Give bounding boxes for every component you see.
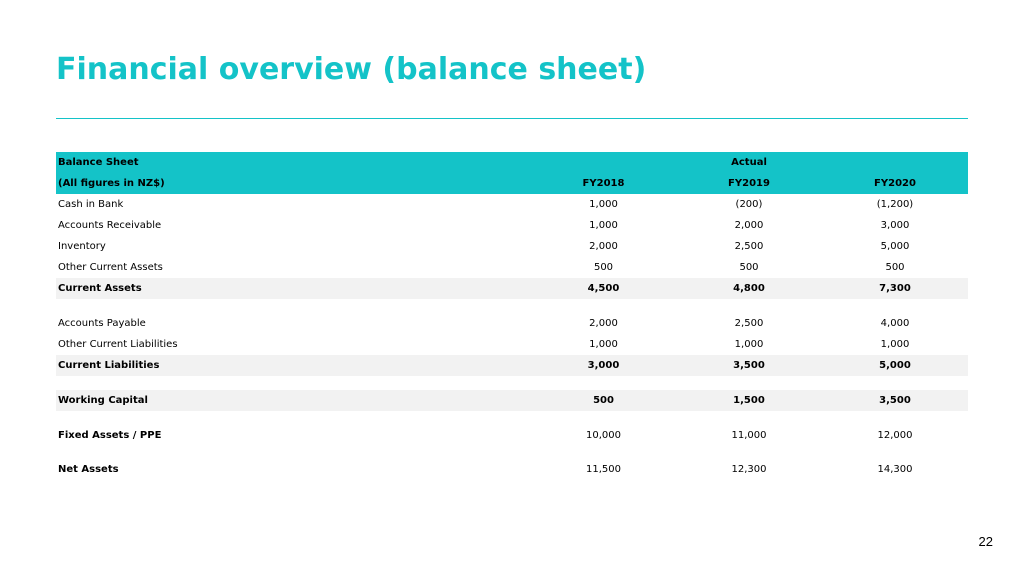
cell-value: 1,000 (589, 339, 618, 350)
table-row-net-assets (56, 459, 968, 480)
row-label: Current Liabilities (56, 355, 531, 376)
row-label: Other Current Assets (58, 262, 163, 273)
cell-value: 1,000 (589, 199, 618, 210)
table-header-row (56, 152, 968, 173)
cell-value: 1,000 (589, 220, 618, 231)
cell-value: 1,500 (676, 390, 822, 411)
header-group-actual: Actual (676, 152, 822, 173)
header-label: Balance Sheet (56, 152, 531, 173)
spacer-row (56, 411, 968, 425)
row-label: Accounts Receivable (58, 220, 162, 231)
cell-value: 500 (531, 390, 676, 411)
cell-value: 4,800 (676, 278, 822, 299)
row-label: Cash in Bank (58, 199, 124, 210)
cell-value: 10,000 (586, 430, 621, 441)
cell-value: 5,000 (880, 241, 910, 252)
page-number: 22 (978, 534, 993, 549)
cell-value: 4,500 (531, 278, 676, 299)
cell-value: 5,000 (822, 355, 968, 376)
spacer-row (56, 446, 968, 459)
cell-value: 4,000 (880, 318, 910, 329)
table-row-fixed-assets (56, 425, 968, 446)
cell-value: 2,500 (734, 241, 764, 252)
table-row (56, 257, 968, 278)
spacer-row (56, 376, 968, 390)
cell-value: 12,000 (877, 430, 913, 441)
column-header-fy2018: FY2018 (531, 173, 676, 194)
cell-value: 3,500 (822, 390, 968, 411)
cell-value: 14,300 (877, 464, 913, 475)
row-label: Accounts Payable (58, 318, 146, 329)
row-label: Fixed Assets / PPE (58, 430, 162, 441)
cell-value: 3,000 (880, 220, 910, 231)
table-row (56, 215, 968, 236)
table-row (56, 194, 968, 215)
page-title: Financial overview (balance sheet) (56, 52, 647, 87)
row-label: Other Current Liabilities (58, 339, 178, 350)
balance-sheet-table (56, 152, 968, 480)
table-row (56, 236, 968, 257)
cell-value: 2,000 (734, 220, 764, 231)
cell-value: 11,500 (586, 464, 621, 475)
subtotal-row-working-capital (56, 390, 968, 411)
cell-value: 500 (885, 262, 905, 273)
spacer-row (56, 299, 968, 313)
cell-value: 1,000 (734, 339, 764, 350)
row-label: Current Assets (56, 278, 531, 299)
column-header-fy2020: FY2020 (822, 173, 968, 194)
cell-value: (200) (735, 199, 763, 210)
cell-value: 3,500 (676, 355, 822, 376)
subheader-label: (All figures in NZ$) (56, 173, 531, 194)
row-label: Working Capital (56, 390, 531, 411)
cell-value: 3,000 (531, 355, 676, 376)
cell-value: 2,000 (589, 241, 618, 252)
row-label: Inventory (58, 241, 106, 252)
cell-value: 2,000 (589, 318, 618, 329)
cell-value: 11,000 (731, 430, 767, 441)
row-label: Net Assets (58, 464, 119, 475)
cell-value: 2,500 (734, 318, 764, 329)
table-row (56, 334, 968, 355)
cell-value: 12,300 (731, 464, 767, 475)
cell-value: 7,300 (822, 278, 968, 299)
table-subheader-row (56, 173, 968, 194)
cell-value: 500 (593, 262, 614, 273)
table-row (56, 313, 968, 334)
subtotal-row-current-assets (56, 278, 968, 299)
column-header-fy2019: FY2019 (676, 173, 822, 194)
cell-value: 1,000 (880, 339, 910, 350)
cell-value: 500 (739, 262, 759, 273)
title-divider (56, 118, 968, 119)
cell-value: (1,200) (876, 199, 914, 210)
subtotal-row-current-liabilities (56, 355, 968, 376)
